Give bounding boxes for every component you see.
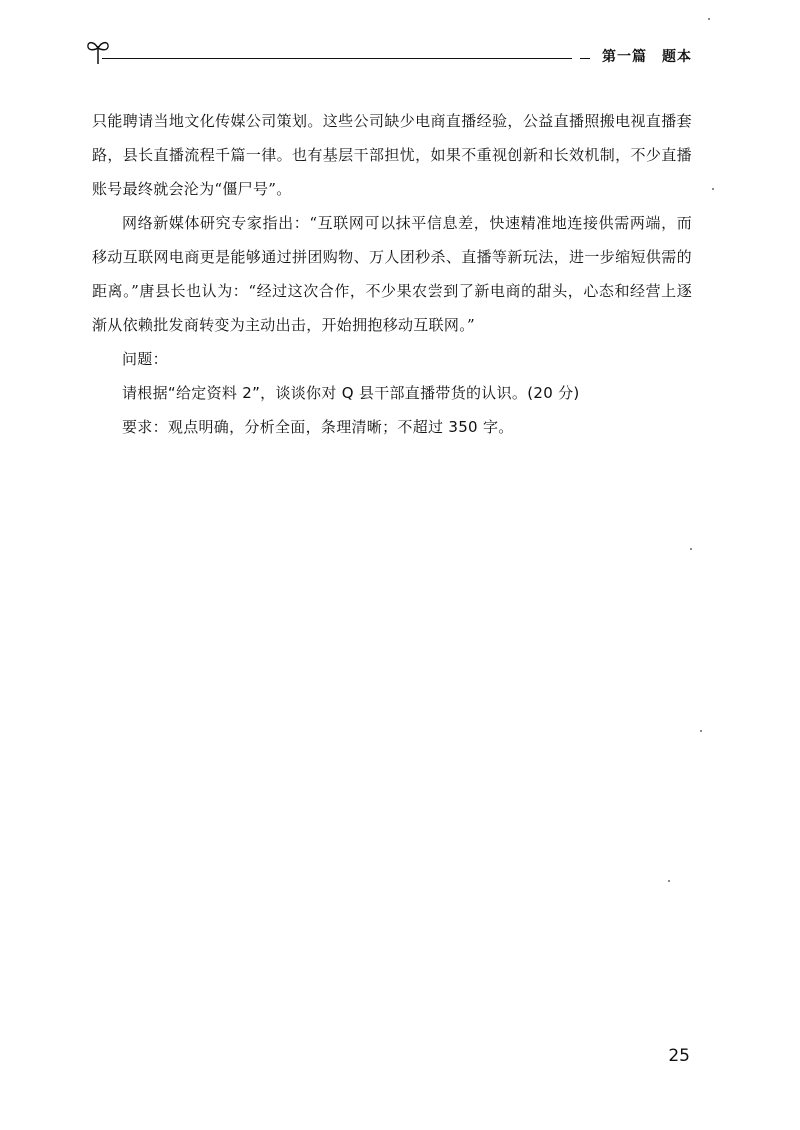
document-body bbox=[92, 104, 692, 444]
scan-speck bbox=[708, 18, 710, 20]
section-title: 第一篇 题本 bbox=[602, 49, 692, 65]
sprout-icon bbox=[84, 36, 112, 66]
scan-speck bbox=[700, 730, 702, 732]
question-label: 问题： bbox=[122, 350, 168, 368]
header-rule bbox=[102, 58, 572, 59]
material-paragraph-1: 只能聘请当地文化传媒公司策划。这些公司缺少电商直播经验，公益直播照搬电视直播套路，县长直播流程千篇一律。也有基层干部担忧，如果不重视创新和长效机制，不少直播账号最终就会沦为“僵尸号”。 bbox=[92, 112, 692, 198]
scan-speck bbox=[668, 880, 670, 882]
question-prompt: 请根据“给定资料 2”，谈谈你对 Q 县干部直播带货的认识。(20 分) bbox=[122, 384, 580, 402]
page-number: 25 bbox=[668, 1046, 690, 1066]
page-header bbox=[80, 36, 692, 66]
scan-speck bbox=[712, 188, 714, 190]
scan-speck bbox=[690, 548, 692, 550]
header-rule-dash bbox=[580, 58, 590, 59]
question-requirements: 要求：观点明确，分析全面，条理清晰；不超过 350 字。 bbox=[122, 418, 514, 436]
material-paragraph-2: 网络新媒体研究专家指出：“互联网可以抹平信息差，快速精准地连接供需两端，而移动互联网电商更是能够通过拼团购物、万人团秒杀、直播等新玩法，进一步缩短供需的距离。”唐县长也认为：“经过这次合作，不少果农尝到了新电商的甜头，心态和经营上逐渐从依赖批发商转变为主动出击，开始拥抱移动互联网。” bbox=[92, 214, 692, 334]
